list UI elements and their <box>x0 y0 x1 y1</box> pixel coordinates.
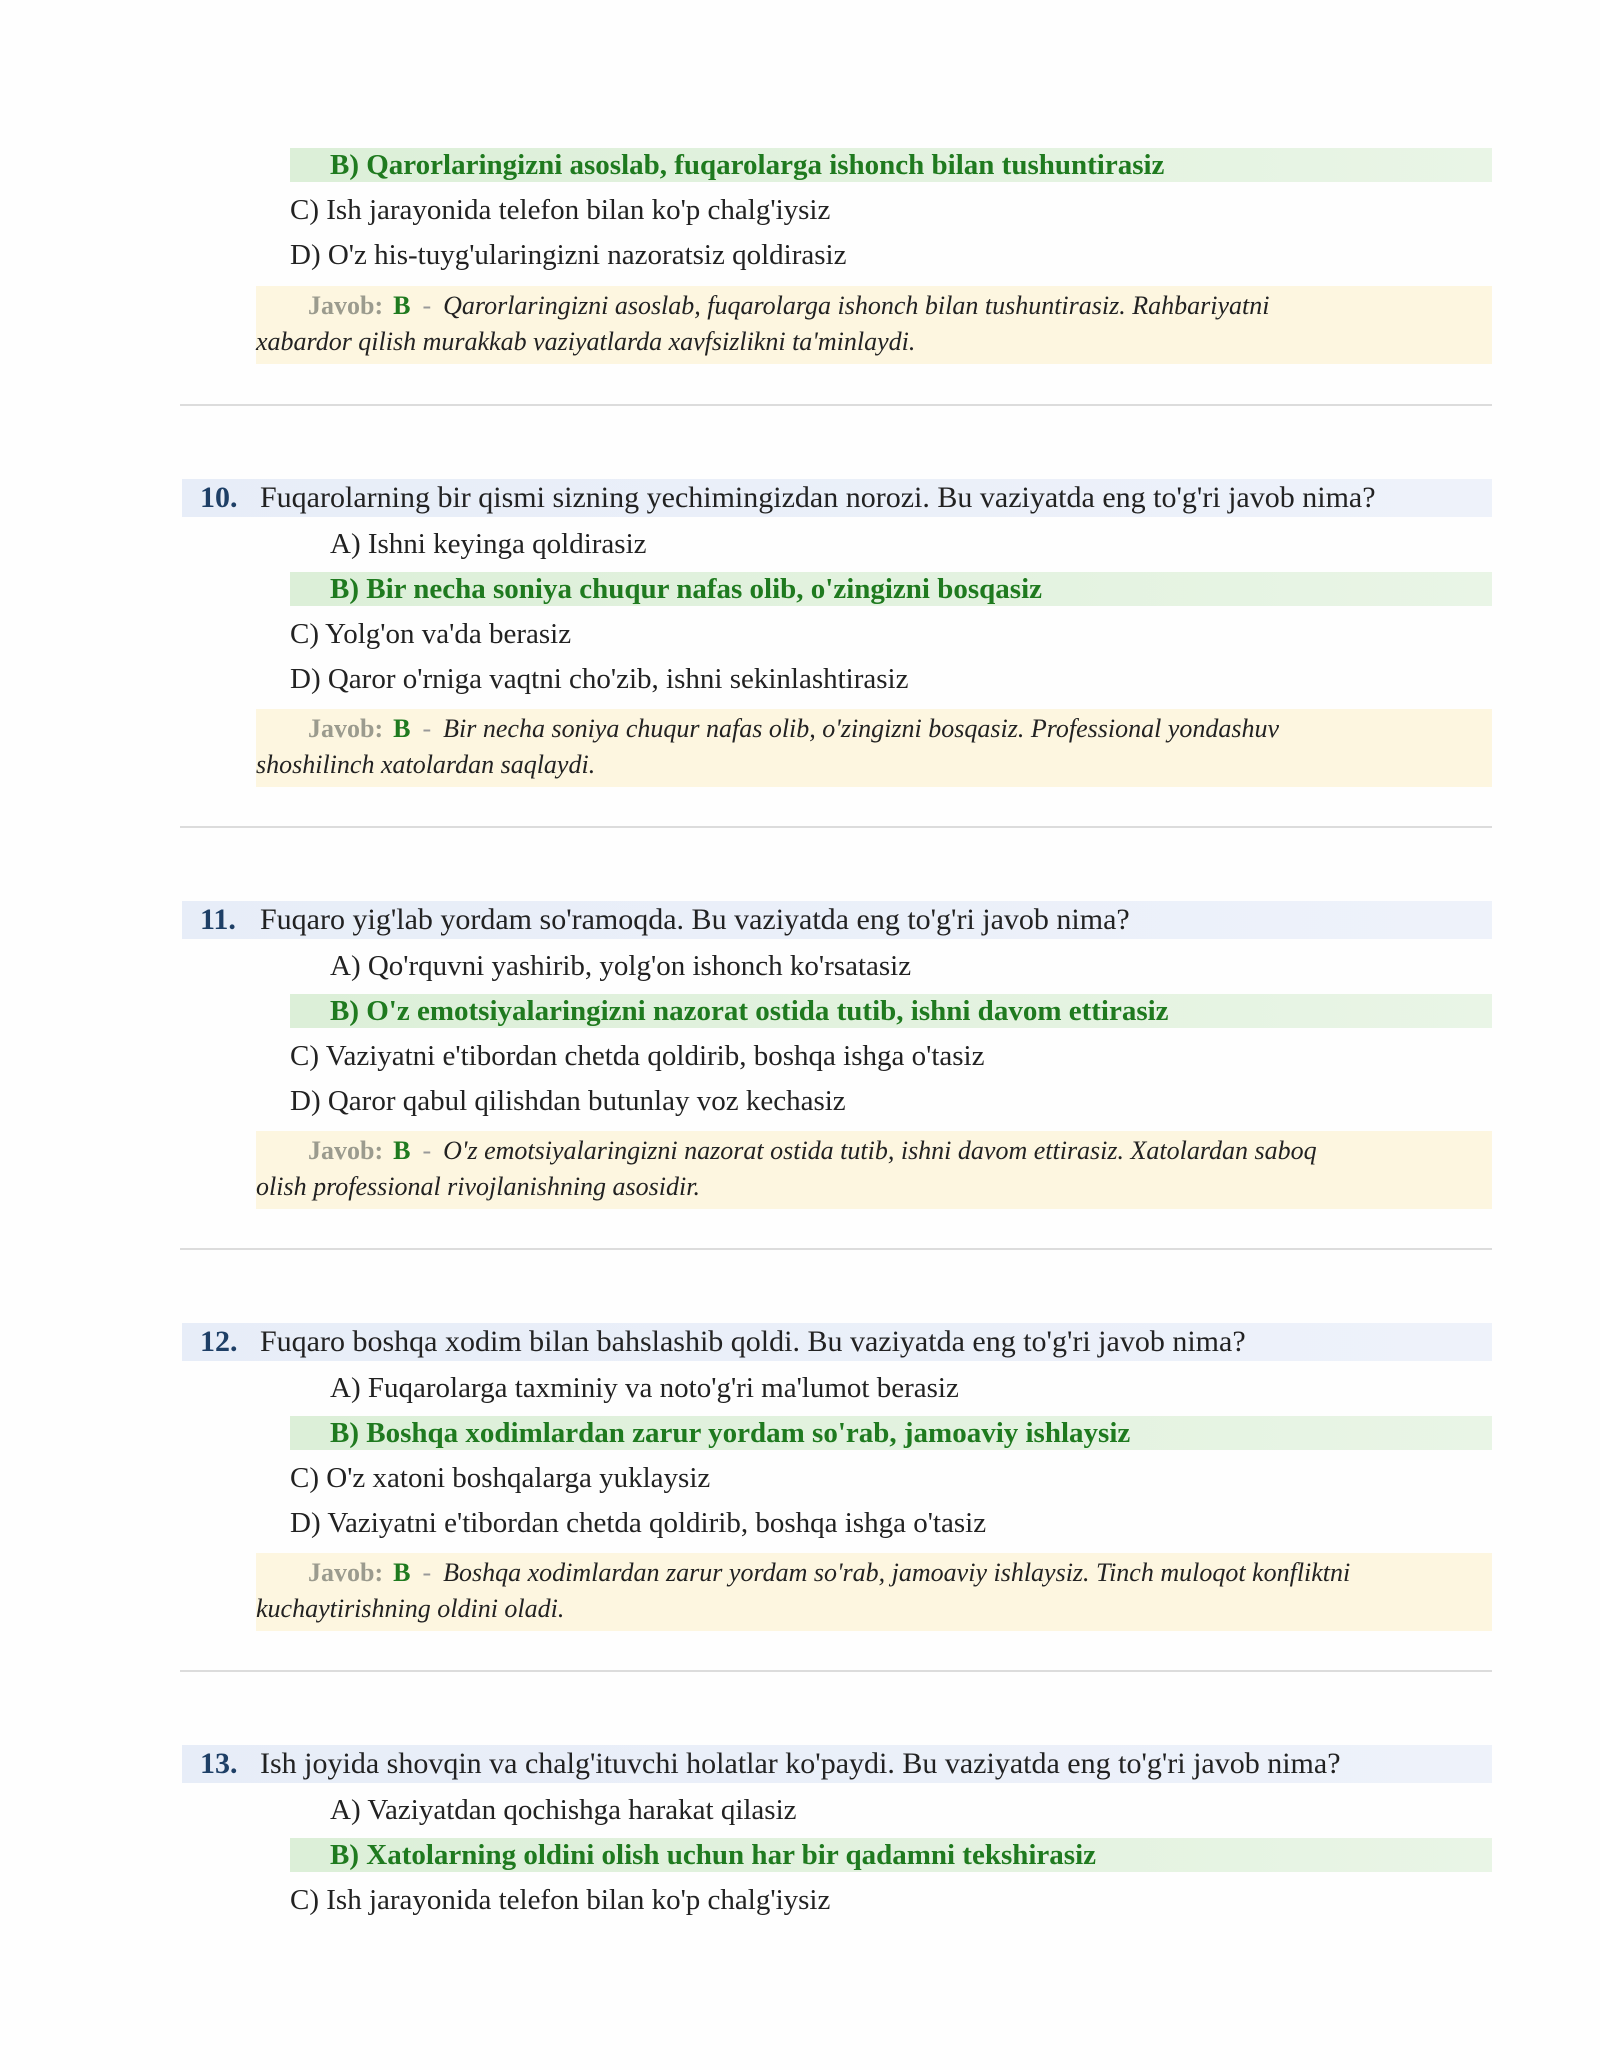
question-number: 13. <box>200 1747 238 1780</box>
answer-explanation: O'z emotsiyalaringizni nazorat ostida tutib, ishni davom ettirasiz. Xatolardan saboq <box>443 1136 1317 1165</box>
q10-option-a: A) Ishni keyinga qoldirasiz <box>330 528 647 560</box>
answer-explanation: Bir necha soniya chuqur nafas olib, o'zingizni bosqasiz. Professional yondashuv <box>443 714 1279 743</box>
answer-dash: - <box>422 714 432 743</box>
answer-explanation-cont: kuchaytirishning oldini oladi. <box>256 1594 565 1623</box>
answer-letter: B <box>393 1558 411 1587</box>
answer-letter: B <box>393 1136 411 1165</box>
q10-option-b-correct: B) Bir necha soniya chuqur nafas olib, o'zingizni bosqasiz <box>290 572 1492 606</box>
question-divider <box>180 826 1492 828</box>
answer-dash: - <box>422 291 432 320</box>
answer-label: Javob: <box>308 714 384 743</box>
q13-header <box>182 1745 1492 1783</box>
answer-label: Javob: <box>308 1136 384 1165</box>
answer-dash: - <box>422 1558 432 1587</box>
q11-answer-box <box>256 1131 1492 1209</box>
answer-label: Javob: <box>308 1558 384 1587</box>
q12-option-a: A) Fuqarolarga taxminiy va noto'g'ri ma'lumot berasiz <box>330 1372 959 1404</box>
q9-option-b-correct: B) Qarorlaringizni asoslab, fuqarolarga ishonch bilan tushuntirasiz <box>290 148 1492 182</box>
question-divider <box>180 1670 1492 1672</box>
q13-option-a: A) Vaziyatdan qochishga harakat qilasiz <box>330 1794 797 1826</box>
answer-explanation-cont: xabardor qilish murakkab vaziyatlarda xavfsizlikni ta'minlaydi. <box>256 327 916 356</box>
question-number: 11. <box>200 903 236 936</box>
q11-header <box>182 901 1492 939</box>
question-divider <box>180 404 1492 406</box>
answer-explanation: Qarorlaringizni asoslab, fuqarolarga ishonch bilan tushuntirasiz. Rahbariyatni <box>443 291 1270 320</box>
q13-option-b-correct: B) Xatolarning oldini olish uchun har bir qadamni tekshirasiz <box>290 1838 1492 1872</box>
q10-option-c: C) Yolg'on va'da berasiz <box>290 618 572 650</box>
question-text: Fuqarolarning bir qismi sizning yechimingizdan norozi. Bu vaziyatda eng to'g'ri javob nima? <box>260 481 1376 514</box>
answer-explanation: Boshqa xodimlardan zarur yordam so'rab, jamoaviy ishlaysiz. Tinch muloqot konfliktni <box>443 1558 1351 1587</box>
q12-option-c: C) O'z xatoni boshqalarga yuklaysiz <box>290 1462 711 1494</box>
question-text: Fuqaro yig'lab yordam so'ramoqda. Bu vaziyatda eng to'g'ri javob nima? <box>260 903 1130 936</box>
q9-option-d: D) O'z his-tuyg'ularingizni nazoratsiz qoldirasiz <box>290 239 847 271</box>
q11-option-d: D) Qaror qabul qilishdan butunlay voz kechasiz <box>290 1085 846 1117</box>
question-text: Fuqaro boshqa xodim bilan bahslashib qoldi. Bu vaziyatda eng to'g'ri javob nima? <box>260 1325 1246 1358</box>
q13-option-c: C) Ish jarayonida telefon bilan ko'p chalg'iysiz <box>290 1884 831 1916</box>
q11-option-b-correct: B) O'z emotsiyalaringizni nazorat ostida tutib, ishni davom ettirasiz <box>290 994 1492 1028</box>
question-number: 12. <box>200 1325 238 1358</box>
question-number: 10. <box>200 481 238 514</box>
question-text: Ish joyida shovqin va chalg'ituvchi holatlar ko'paydi. Bu vaziyatda eng to'g'ri javob nima? <box>260 1747 1341 1780</box>
q9-answer-box <box>256 286 1492 364</box>
question-divider <box>180 1248 1492 1250</box>
answer-letter: B <box>393 714 411 743</box>
answer-letter: B <box>393 291 411 320</box>
q9-option-c: C) Ish jarayonida telefon bilan ko'p chalg'iysiz <box>290 194 831 226</box>
q12-option-b-correct: B) Boshqa xodimlardan zarur yordam so'rab, jamoaviy ishlaysiz <box>290 1416 1492 1450</box>
q12-answer-box <box>256 1553 1492 1631</box>
q11-option-a: A) Qo'rquvni yashirib, yolg'on ishonch ko'rsatasiz <box>330 950 912 982</box>
answer-explanation-cont: shoshilinch xatolardan saqlaydi. <box>256 750 596 779</box>
answer-explanation-cont: olish professional rivojlanishning asosidir. <box>256 1172 700 1201</box>
q10-option-d: D) Qaror o'rniga vaqtni cho'zib, ishni sekinlashtirasiz <box>290 663 909 695</box>
q10-header <box>182 479 1492 517</box>
q12-option-d: D) Vaziyatni e'tibordan chetda qoldirib, boshqa ishga o'tasiz <box>290 1507 987 1539</box>
q10-answer-box <box>256 709 1492 787</box>
q12-header <box>182 1323 1492 1361</box>
answer-label: Javob: <box>308 291 384 320</box>
q11-option-c: C) Vaziyatni e'tibordan chetda qoldirib, boshqa ishga o'tasiz <box>290 1040 985 1072</box>
answer-dash: - <box>422 1136 432 1165</box>
